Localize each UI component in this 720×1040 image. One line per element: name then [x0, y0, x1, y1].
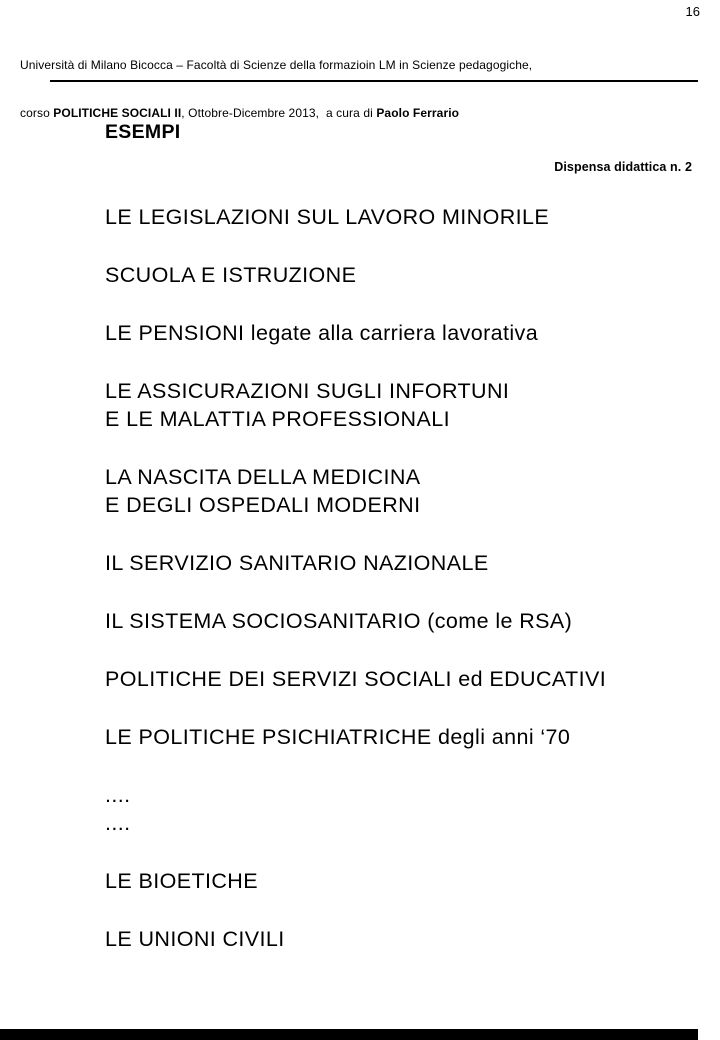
- course-dates: , Ottobre-Dicembre 2013, a cura di: [181, 106, 377, 120]
- topic-line: LE BIOETICHE: [105, 869, 258, 893]
- topic-item: [105, 463, 690, 519]
- topic-item: [105, 665, 690, 693]
- header-rule: [50, 80, 698, 82]
- topic-list: [105, 203, 690, 953]
- topic-item: [105, 723, 690, 751]
- topic-line: LE UNIONI CIVILI: [105, 927, 285, 951]
- section-heading: ESEMPI: [105, 121, 181, 143]
- topic-line: LE LEGISLAZIONI SUL LAVORO MINORILE: [105, 205, 550, 229]
- topic-line: LE PENSIONI legate alla carriera lavorativa: [105, 321, 539, 345]
- topic-item: [105, 203, 690, 231]
- topic-line: IL SISTEMA SOCIOSANITARIO (come le RSA): [105, 609, 573, 633]
- topic-line: POLITICHE DEI SERVIZI SOCIALI ed EDUCATIVI: [105, 667, 607, 691]
- topic-item: [105, 319, 690, 347]
- topic-line: LE ASSICURAZIONI SUGLI INFORTUNI: [105, 379, 510, 403]
- topic-item: [105, 377, 690, 433]
- topic-item: [105, 261, 690, 289]
- page-number: 16: [685, 4, 700, 19]
- topic-line: ....: [105, 783, 131, 807]
- topic-item: [105, 549, 690, 577]
- author-name: Paolo Ferrario: [376, 106, 460, 120]
- topic-line: LA NASCITA DELLA MEDICINA: [105, 465, 421, 489]
- course-prefix: corso: [20, 106, 54, 120]
- topic-item: [105, 925, 690, 953]
- topic-line: LE POLITICHE PSICHIATRICHE degli anni ‘70: [105, 725, 571, 749]
- topic-line: E DEGLI OSPEDALI MODERNI: [105, 493, 421, 517]
- topic-line: IL SERVIZIO SANITARIO NAZIONALE: [105, 551, 489, 575]
- header-line-1: Università di Milano Bicocca – Facoltà di Scienze della formazioin LM in Scienze pedagogiche,: [20, 58, 533, 72]
- course-name: POLITICHE SOCIALI II: [53, 106, 182, 120]
- topic-item: [105, 781, 690, 837]
- topic-line: SCUOLA E ISTRUZIONE: [105, 263, 357, 287]
- footer-bar: [0, 1029, 698, 1040]
- topic-item: [105, 607, 690, 635]
- topic-line: ....: [105, 811, 131, 835]
- topic-item: [105, 867, 690, 895]
- dispensa-label: Dispensa didattica n. 2: [554, 160, 692, 174]
- content: [105, 118, 690, 953]
- topic-line: E LE MALATTIA PROFESSIONALI: [105, 407, 450, 431]
